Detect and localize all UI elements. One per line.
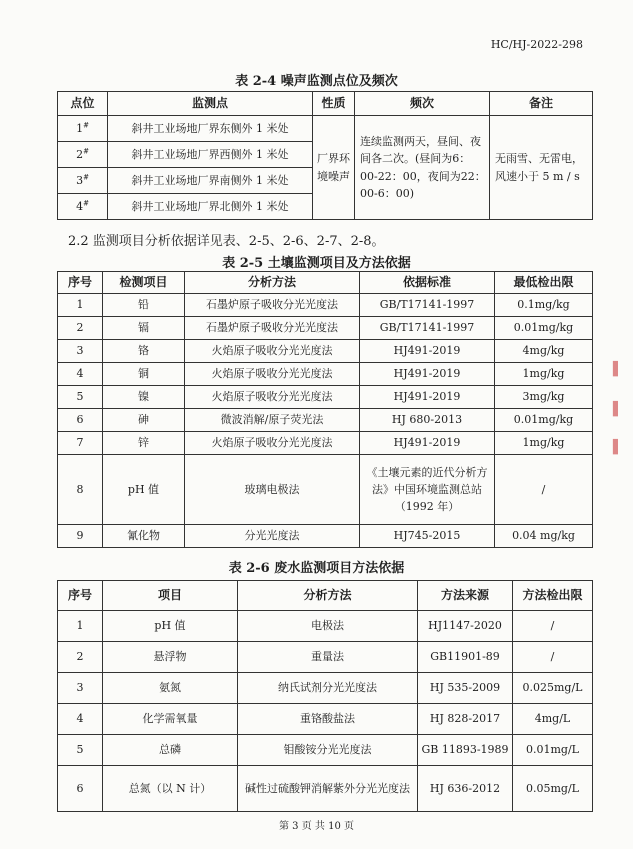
table-cell: HJ491-2019 (360, 363, 495, 386)
point-number: 1# (58, 116, 108, 142)
table-cell: 分光光度法 (185, 525, 360, 548)
point-number: 3# (58, 168, 108, 194)
table-cell: 石墨炉原子吸收分光光度法 (185, 317, 360, 340)
header-cell: 依据标准 (360, 272, 495, 294)
header-cell: 点位 (58, 92, 108, 116)
table-cell: 0.01mg/L (513, 735, 593, 766)
table-cell: 纳氏试剂分光光度法 (238, 673, 418, 704)
table-cell: 0.025mg/L (513, 673, 593, 704)
table-row (58, 317, 593, 340)
table-cell: 镉 (103, 317, 185, 340)
table-cell: 4 (58, 704, 103, 735)
header-cell: 频次 (355, 92, 490, 116)
table-cell: 2 (58, 317, 103, 340)
table-cell: 总磷 (103, 735, 238, 766)
nature-cell: 厂界环境噪声 (313, 116, 355, 220)
noise-monitoring-table (57, 91, 593, 220)
table-cell: HJ745-2015 (360, 525, 495, 548)
table-cell: 1mg/kg (495, 432, 593, 455)
table-cell: 氨氮 (103, 673, 238, 704)
table-cell: 化学需氧量 (103, 704, 238, 735)
monitoring-point: 斜井工业场地厂界西侧外 1 米处 (108, 142, 313, 168)
monitoring-point: 斜井工业场地厂界南侧外 1 米处 (108, 168, 313, 194)
table-row (58, 455, 593, 525)
table-cell: / (513, 642, 593, 673)
table-cell: 7 (58, 432, 103, 455)
table-cell: GB11901-89 (418, 642, 513, 673)
table-cell: pH 值 (103, 455, 185, 525)
table-cell: HJ 680-2013 (360, 409, 495, 432)
table-cell: 氰化物 (103, 525, 185, 548)
table-cell: 重量法 (238, 642, 418, 673)
header-cell: 方法检出限 (513, 581, 593, 611)
header-cell: 序号 (58, 581, 103, 611)
table-cell: 火焰原子吸收分光光度法 (185, 432, 360, 455)
header-cell: 检测项目 (103, 272, 185, 294)
soil-method-table (57, 271, 593, 548)
monitoring-point: 斜井工业场地厂界东侧外 1 米处 (108, 116, 313, 142)
table-cell: GB 11893-1989 (418, 735, 513, 766)
table-cell: 石墨炉原子吸收分光光度法 (185, 294, 360, 317)
header-cell: 分析方法 (185, 272, 360, 294)
table-cell: 6 (58, 766, 103, 812)
table-cell: / (495, 455, 593, 525)
table-cell: 3 (58, 673, 103, 704)
table-cell: 铬 (103, 340, 185, 363)
wastewater-method-table (57, 580, 593, 812)
table-cell: 火焰原子吸收分光光度法 (185, 386, 360, 409)
table-row (58, 611, 593, 642)
header-cell: 方法来源 (418, 581, 513, 611)
seal-stamp-fragment: ▌ (613, 440, 623, 455)
table-cell: 铅 (103, 294, 185, 317)
table-cell: 9 (58, 525, 103, 548)
table-row (58, 704, 593, 735)
table-row (58, 432, 593, 455)
table-row (58, 673, 593, 704)
document-number: HC/HJ-2022-298 (490, 38, 583, 51)
table-cell: HJ 535-2009 (418, 673, 513, 704)
table-row (58, 386, 593, 409)
table-cell: HJ1147-2020 (418, 611, 513, 642)
table-cell: HJ 636-2012 (418, 766, 513, 812)
table-row (58, 409, 593, 432)
table-cell: pH 值 (103, 611, 238, 642)
seal-stamp-fragment: ▌ (613, 402, 623, 417)
table-row (58, 294, 593, 317)
remark-cell: 无雨雪、无雷电，风速小于 5 m / s (490, 116, 593, 220)
table-cell: 铜 (103, 363, 185, 386)
table-cell: 火焰原子吸收分光光度法 (185, 363, 360, 386)
header-cell: 序号 (58, 272, 103, 294)
header-cell: 项目 (103, 581, 238, 611)
table-2-4-title: 表 2-4 噪声监测点位及频次 (235, 74, 398, 89)
header-cell: 备注 (490, 92, 593, 116)
frequency-cell: 连续监测两天，昼间、夜间各二次。(昼间为6：00-22：00，夜间为22：00-6：00) (355, 116, 490, 220)
table-cell: 4 (58, 363, 103, 386)
table-cell: 6 (58, 409, 103, 432)
table-row (58, 525, 593, 548)
table-2-6-title: 表 2-6 废水监测项目方法依据 (228, 561, 405, 576)
table-cell: 4mg/L (513, 704, 593, 735)
table-row (58, 116, 593, 142)
table-cell: 砷 (103, 409, 185, 432)
table-row (58, 766, 593, 812)
table-cell: HJ491-2019 (360, 432, 495, 455)
table-row (58, 363, 593, 386)
table-cell: GB/T17141-1997 (360, 317, 495, 340)
monitoring-point: 斜井工业场地厂界北侧外 1 米处 (108, 194, 313, 220)
table-cell: 3mg/kg (495, 386, 593, 409)
table-cell: 火焰原子吸收分光光度法 (185, 340, 360, 363)
table-cell: 1 (58, 611, 103, 642)
header-cell: 分析方法 (238, 581, 418, 611)
table-cell: 重铬酸盐法 (238, 704, 418, 735)
table-cell: 悬浮物 (103, 642, 238, 673)
section-paragraph: 2.2 监测项目分析依据详见表、2-5、2-6、2-7、2-8。 (68, 234, 385, 249)
table-cell: 5 (58, 386, 103, 409)
header-cell: 最低检出限 (495, 272, 593, 294)
page-number: 第 3 页 共 10 页 (279, 821, 354, 832)
table-cell: HJ491-2019 (360, 340, 495, 363)
table-cell: 镍 (103, 386, 185, 409)
table-cell: 0.1mg/kg (495, 294, 593, 317)
table-cell: 碱性过硫酸钾消解紫外分光光度法 (238, 766, 418, 812)
table-cell: 锌 (103, 432, 185, 455)
table-cell: 0.04 mg/kg (495, 525, 593, 548)
table-cell: 《土壤元素的近代分析方法》中国环境监测总站（1992 年） (360, 455, 495, 525)
table-cell: 微波消解/原子荧光法 (185, 409, 360, 432)
table-cell: GB/T17141-1997 (360, 294, 495, 317)
header-cell: 性质 (313, 92, 355, 116)
table-2-5-title: 表 2-5 土壤监测项目及方法依据 (222, 256, 411, 271)
table-cell: 电极法 (238, 611, 418, 642)
table-cell: 0.01mg/kg (495, 317, 593, 340)
header-cell: 监测点 (108, 92, 313, 116)
table-cell: 5 (58, 735, 103, 766)
table-cell: 玻璃电极法 (185, 455, 360, 525)
table-cell: 总氮（以 N 计） (103, 766, 238, 812)
table-cell: 4mg/kg (495, 340, 593, 363)
table-row (58, 642, 593, 673)
table-cell: 3 (58, 340, 103, 363)
point-number: 4# (58, 194, 108, 220)
table-cell: 2 (58, 642, 103, 673)
table-row (58, 340, 593, 363)
table-cell: 0.05mg/L (513, 766, 593, 812)
table-cell: HJ 828-2017 (418, 704, 513, 735)
table-row (58, 735, 593, 766)
table-cell: 钼酸铵分光光度法 (238, 735, 418, 766)
point-number: 2# (58, 142, 108, 168)
table-cell: 8 (58, 455, 103, 525)
table-cell: 1 (58, 294, 103, 317)
table-cell: HJ491-2019 (360, 386, 495, 409)
table-cell: 1mg/kg (495, 363, 593, 386)
table-cell: 0.01mg/kg (495, 409, 593, 432)
seal-stamp-fragment: ▌ (613, 362, 623, 377)
table-cell: / (513, 611, 593, 642)
